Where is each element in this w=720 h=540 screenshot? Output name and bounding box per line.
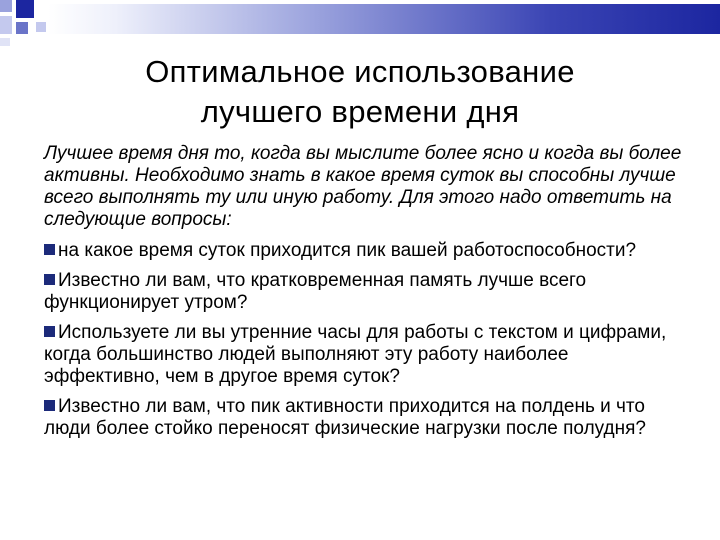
slide-title	[40, 52, 680, 132]
decor-square	[16, 0, 34, 18]
decor-square	[0, 38, 10, 46]
decorative-gradient-strip	[48, 4, 720, 34]
square-bullet-icon	[44, 400, 55, 411]
slide-title-line-1: Оптимальное использование	[145, 54, 575, 89]
decorative-squares	[0, 0, 48, 48]
list-item-text: Используете ли вы утренние часы для работы с текстом и цифрами, когда большинство людей выполняют эту работу наиболее эффективно, чем в другое время суток?	[44, 322, 667, 387]
list-item-text: Известно ли вам, что пик активности приходится на полдень и что люди более стойко переносят физические нагрузки после полудня?	[44, 396, 646, 439]
square-bullet-icon	[44, 326, 55, 337]
list-item	[44, 240, 684, 262]
decor-square	[36, 22, 46, 32]
list-item	[44, 322, 684, 388]
intro-paragraph: Лучшее время дня то, когда вы мыслите более ясно и когда вы более активны. Необходимо знать в какое время суток вы способны лучше всего выполнять ту или иную работу. Для этого надо ответить на следующие вопросы:	[44, 143, 682, 230]
decor-square	[0, 16, 12, 34]
decor-square	[16, 22, 28, 34]
list-item-text: Известно ли вам, что кратковременная память лучше всего функционирует утром?	[44, 270, 587, 313]
list-item-text: на какое время суток приходится пик вашей работоспособности?	[58, 240, 637, 261]
square-bullet-icon	[44, 244, 55, 255]
list-item	[44, 396, 684, 440]
slide-title-line-2: лучшего времени дня	[200, 94, 520, 129]
list-item	[44, 270, 684, 314]
decor-square	[0, 0, 12, 12]
slide-body	[44, 143, 684, 448]
square-bullet-icon	[44, 274, 55, 285]
question-list	[44, 240, 684, 440]
